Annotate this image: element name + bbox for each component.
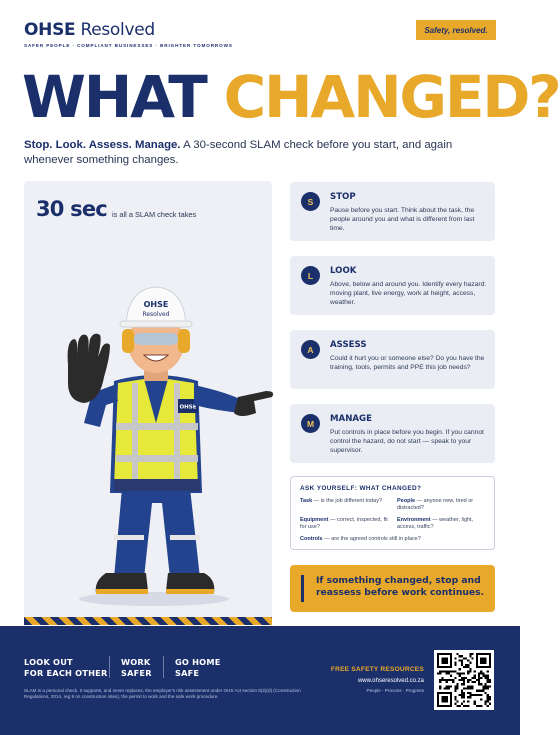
ask-text: — are the agreed controls still in place? — [322, 536, 421, 542]
ask-term: People — [397, 498, 416, 504]
headline-word-changed: CHANGED? — [223, 63, 560, 131]
step-title: STOP — [330, 192, 356, 202]
slogan-line: SAFER — [121, 667, 152, 678]
slogan-pill: Safety, resolved. — [416, 20, 496, 40]
step-badge: A — [301, 340, 320, 359]
step-body: Pause before you start. Think about the task, the people around you and what is different from last time. — [330, 207, 475, 233]
footer-tagline: People · Process · Progress — [366, 688, 424, 693]
footer-disclaimer: SLAM is a personal check. It supports, and never replaces, the employer's risk assessment under OHS Act section 8(2)(d) (Construction Regulations, 2014, reg 9 on construction sites), the permit to work and the safe work procedure. — [24, 688, 301, 700]
ask-term: Task — [300, 498, 313, 504]
step-title: ASSESS — [330, 340, 367, 350]
illustration-panel — [24, 181, 272, 625]
brand-name-light: Resolved — [80, 20, 155, 40]
callout-text: If something changed, stop and reassess before work continues. — [316, 575, 485, 599]
footer — [0, 626, 520, 735]
ask-item-equipment — [300, 517, 392, 532]
headline — [22, 63, 560, 131]
step-card-assess — [290, 330, 495, 389]
footer-slogan-go-home-safe — [175, 657, 220, 678]
step-card-stop — [290, 182, 495, 241]
ask-yourself-box — [290, 476, 495, 550]
ask-term: Controls — [300, 536, 323, 542]
ask-text: — anyone new, tired or distracted? — [397, 498, 474, 512]
ask-item-environment — [397, 517, 489, 532]
hazard-stripe — [24, 617, 272, 625]
intro-bold: Stop. Look. Assess. Manage. — [24, 139, 181, 151]
intro-rest: A 30-second SLAM check before you start, and again whenever something changes. — [24, 139, 453, 166]
brand-name-bold: OHSE — [24, 20, 76, 40]
footer-slogan-look-out — [24, 657, 107, 678]
ask-term: Equipment — [300, 517, 329, 523]
ask-title: ASK YOURSELF: WHAT CHANGED? — [300, 485, 422, 492]
ask-item-people — [397, 498, 489, 513]
slogan-line: SAFE — [175, 667, 200, 678]
step-title: LOOK — [330, 266, 357, 276]
slogan-line: FOR EACH OTHER — [24, 667, 108, 678]
helmet-logo-text: OHSE — [143, 300, 169, 309]
seconds-caption: is all a SLAM check takes — [112, 210, 197, 219]
resources-title: FREE SAFETY RESOURCES — [330, 666, 424, 673]
slogan-line: GO HOME — [175, 657, 221, 667]
ask-text: — weather, light, access, traffic? — [397, 517, 474, 531]
headline-word-what: WHAT — [22, 63, 206, 131]
step-title: MANAGE — [330, 414, 372, 424]
step-body: Above, below and around you. Identify every hazard: moving plant, live energy, work at height, access, weather. — [330, 281, 487, 307]
seconds-figure: 30 sec — [36, 197, 107, 221]
helmet-logo-sub: Resolved — [142, 311, 170, 318]
ask-term: Environment — [397, 517, 431, 523]
step-body: Could it hurt you or someone else? Do you have the training, tools, permits and PPE this job needs? — [330, 355, 485, 372]
website-link[interactable]: www.ohseresolved.co.za — [357, 678, 424, 684]
ask-text: — is the job different today? — [312, 498, 383, 504]
ask-item-controls — [300, 536, 490, 543]
safety-worker-icon — [44, 273, 274, 608]
qr-code-icon[interactable] — [434, 650, 494, 710]
footer-divider — [163, 656, 164, 678]
slogan-line: WORK — [121, 657, 151, 667]
slogan-line: LOOK OUT — [24, 657, 73, 667]
step-badge: M — [301, 414, 320, 433]
step-badge: L — [301, 266, 320, 285]
footer-slogan-work-safer — [121, 657, 152, 678]
step-card-look — [290, 256, 495, 315]
step-card-manage — [290, 404, 495, 463]
brand-tagline: SAFER PEOPLE · COMPLIANT BUSINESSES · BRIGHTER TOMORROWS — [24, 43, 233, 48]
vest-logo-text: OHSE — [179, 404, 197, 411]
header — [24, 20, 496, 60]
footer-divider — [109, 656, 110, 678]
ask-item-task — [300, 498, 392, 505]
step-badge: S — [301, 192, 320, 211]
intro-text — [24, 138, 502, 168]
reassess-callout — [290, 565, 495, 612]
step-body: Put controls in place before you begin. If you cannot control the hazard, do not start — speak to your supervisor. — [330, 429, 484, 455]
callout-bar — [301, 575, 304, 602]
ask-text: — correct, inspected, fit for use? — [300, 517, 388, 531]
qr-pattern — [437, 653, 491, 707]
